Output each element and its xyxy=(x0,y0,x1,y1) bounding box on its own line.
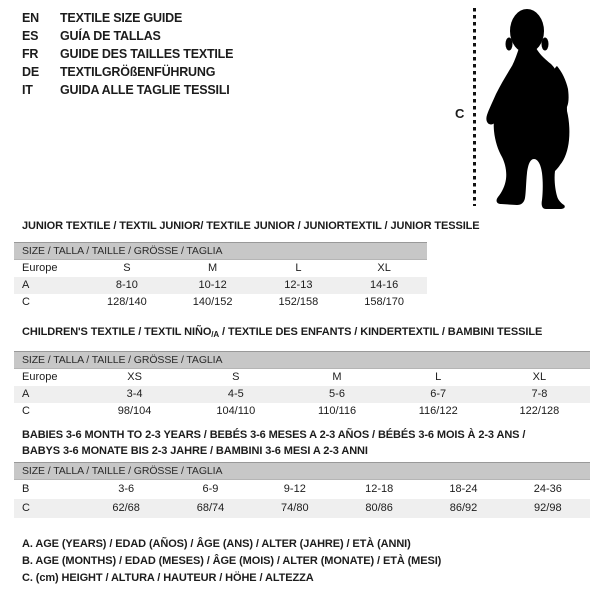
language-code: DE xyxy=(22,65,39,79)
table-title-line xyxy=(14,218,480,234)
table-title-line xyxy=(14,443,590,459)
row-label: Europe xyxy=(22,371,58,383)
row-label: C xyxy=(22,502,30,514)
language-row xyxy=(22,27,233,45)
size-cell: 18-24 xyxy=(449,483,478,495)
size-cell: 3-6 xyxy=(118,483,135,495)
table-row xyxy=(14,499,590,518)
size-cell: 104/110 xyxy=(216,405,256,417)
size-cell: 9-12 xyxy=(283,483,306,495)
language-title: TEXTILE SIZE GUIDE xyxy=(60,11,183,25)
size-cell: 8-10 xyxy=(115,279,138,291)
size-header-bar: SIZE / TALLA / TAILLE / GRÖSSE / TAGLIA xyxy=(14,351,590,369)
size-cell: XL xyxy=(532,371,547,383)
table-title-text: CHILDREN'S TEXTILE / TEXTIL NIÑO xyxy=(22,326,212,338)
size-cell: XS xyxy=(127,371,142,383)
language-title: TEXTILGRÖßENFÜHRUNG xyxy=(60,65,216,79)
language-title: GUIDE DES TAILLES TEXTILE xyxy=(60,47,234,61)
table-title-text: / TEXTILE DES ENFANTS / KINDERTEXTIL / BAMBINI TESSILE xyxy=(219,326,543,338)
size-cell: 98/104 xyxy=(117,405,152,417)
language-code: FR xyxy=(22,47,39,61)
footnote-legend xyxy=(22,536,441,587)
row-label: C xyxy=(22,296,30,308)
size-cell: 14-16 xyxy=(370,279,399,291)
table-row xyxy=(14,403,590,420)
size-cell: 10-12 xyxy=(198,279,227,291)
language-row xyxy=(22,45,233,63)
language-row xyxy=(22,63,233,81)
table-title-text: JUNIOR TEXTILE / TEXTIL JUNIOR/ TEXTILE JUNIOR / JUNIORTEXTIL / JUNIOR TESSILE xyxy=(22,220,480,232)
height-c-label: C xyxy=(455,106,465,121)
row-label: A xyxy=(22,279,30,291)
row-label: A xyxy=(22,388,30,400)
size-cell: XL xyxy=(377,262,391,274)
language-title: GUIDA ALLE TAGLIE TESSILI xyxy=(60,83,230,97)
language-code: ES xyxy=(22,29,39,43)
size-header-bar: SIZE / TALLA / TAILLE / GRÖSSE / TAGLIA xyxy=(14,462,590,480)
language-title: GUÍA DE TALLAS xyxy=(60,29,161,43)
size-cell: 6-7 xyxy=(430,388,447,400)
size-cell: 24-36 xyxy=(533,483,562,495)
size-cell: 152/158 xyxy=(278,296,319,308)
size-cell: S xyxy=(123,262,131,274)
size-cell: 5-6 xyxy=(329,388,345,400)
language-code: EN xyxy=(22,11,39,25)
size-cell: L xyxy=(295,262,302,274)
size-header-bar: SIZE / TALLA / TAILLE / GRÖSSE / TAGLIA xyxy=(14,242,427,260)
size-cell: L xyxy=(435,371,442,383)
toddler-silhouette-icon xyxy=(480,0,600,210)
size-table xyxy=(14,242,427,311)
size-table-section xyxy=(14,427,590,518)
size-cell: 128/140 xyxy=(106,296,147,308)
size-cell: 68/74 xyxy=(196,502,225,514)
size-cell: 158/170 xyxy=(364,296,404,308)
table-title-line xyxy=(14,427,590,443)
size-cell: 86/92 xyxy=(449,502,478,514)
size-table xyxy=(14,351,590,420)
table-title-text: BABIES 3-6 MONTH TO 2-3 YEARS / BEBÉS 3-6 MESES A 2-3 AÑOS / BÉBÉS 3-6 MOIS À 2-3 ANS / xyxy=(22,429,526,441)
footnote-line: C. (cm) HEIGHT / ALTURA / HAUTEUR / HÖHE / ALTEZZA xyxy=(22,572,314,584)
language-row xyxy=(22,81,233,99)
language-code: IT xyxy=(22,83,33,97)
footnote-line: B. AGE (MONTHS) / EDAD (MESES) / ÂGE (MOIS) / ALTER (MONATE) / ETÀ (MESI) xyxy=(22,555,442,567)
table-row xyxy=(14,386,590,403)
table-row xyxy=(14,480,590,499)
language-list xyxy=(22,9,233,99)
table-row xyxy=(14,277,427,294)
size-table-section xyxy=(14,218,480,311)
size-cell: 140/152 xyxy=(192,296,233,308)
size-cell: 80/86 xyxy=(365,502,393,514)
size-cell: M xyxy=(332,371,342,383)
table-title-text: /A xyxy=(211,330,220,339)
row-label: C xyxy=(22,405,30,417)
size-table xyxy=(14,462,590,518)
size-cell: 3-4 xyxy=(126,388,143,400)
size-cell: M xyxy=(208,262,218,274)
size-cell: 116/122 xyxy=(418,405,458,417)
size-table-section xyxy=(14,324,590,420)
size-cell: 122/128 xyxy=(519,405,560,417)
table-title-line xyxy=(14,324,590,343)
size-cell: 62/68 xyxy=(112,502,140,514)
size-cell: 92/98 xyxy=(534,502,562,514)
footnote-line: A. AGE (YEARS) / EDAD (AÑOS) / ÂGE (ANS) / ALTER (JAHRE) / ETÀ (ANNI) xyxy=(22,538,411,550)
size-cell: 110/116 xyxy=(317,405,357,417)
language-row xyxy=(22,9,233,27)
table-row xyxy=(14,294,427,311)
row-label: Europe xyxy=(22,262,58,274)
size-cell: 6-9 xyxy=(202,483,219,495)
size-cell: 12-18 xyxy=(365,483,394,495)
table-row xyxy=(14,369,590,386)
size-cell: 7-8 xyxy=(531,388,548,400)
row-label: B xyxy=(22,483,30,495)
table-title-text: BABYS 3-6 MONATE BIS 2-3 JAHRE / BAMBINI 3-6 MESI A 2-3 ANNI xyxy=(22,445,368,457)
height-dashed-line xyxy=(473,8,476,206)
table-row xyxy=(14,260,427,277)
size-cell: 74/80 xyxy=(281,502,309,514)
size-cell: S xyxy=(232,371,240,383)
size-cell: 4-5 xyxy=(227,388,244,400)
size-cell: 12-13 xyxy=(284,279,313,291)
